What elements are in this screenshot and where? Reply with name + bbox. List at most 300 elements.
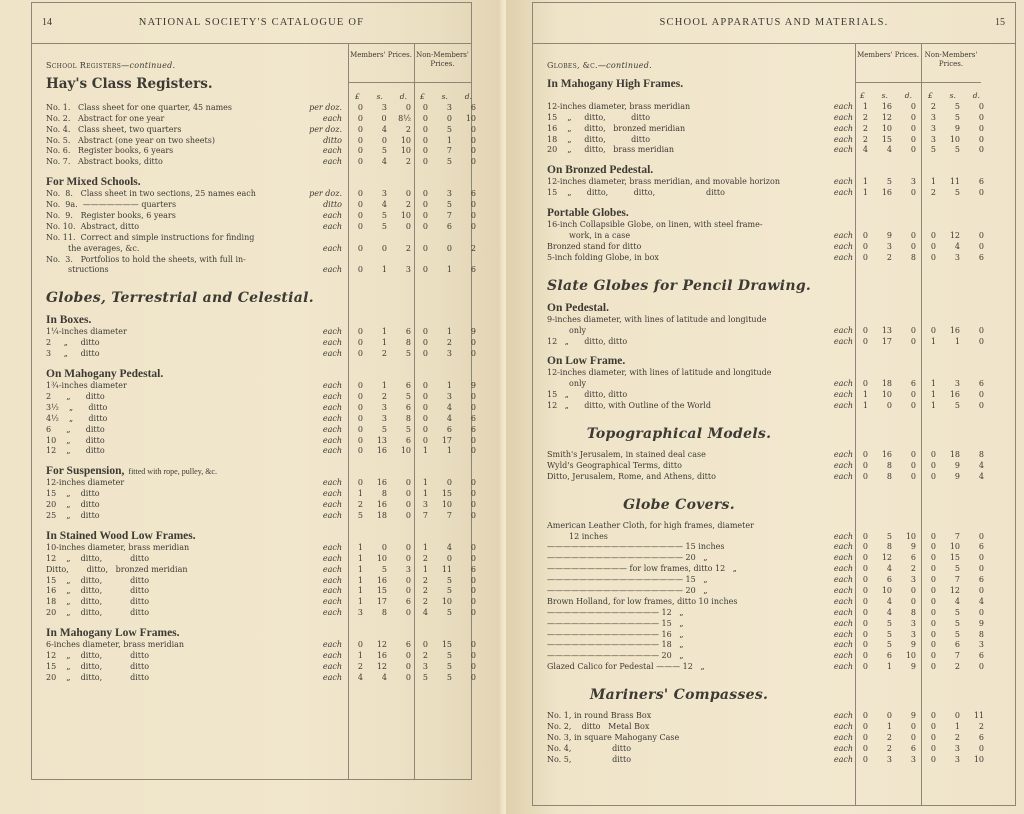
pence: 8½ bbox=[398, 113, 411, 123]
item-description: 10 „ ditto bbox=[46, 435, 105, 445]
item-description: 12 „ ditto, ditto bbox=[46, 650, 150, 660]
item-description: No. 1, in round Brass Box bbox=[547, 711, 652, 721]
pence: 0 bbox=[470, 402, 476, 412]
price-list-row bbox=[46, 113, 476, 125]
pounds: 0 bbox=[862, 662, 868, 672]
pounds: 0 bbox=[862, 575, 868, 585]
pounds: 1 bbox=[422, 564, 428, 574]
pounds: 0 bbox=[862, 542, 868, 552]
pounds: 0 bbox=[422, 157, 428, 167]
nonmembers-price bbox=[416, 125, 476, 136]
pounds: 0 bbox=[862, 607, 868, 617]
shillings: 17 bbox=[376, 597, 387, 607]
item-description-continued: only bbox=[569, 325, 587, 335]
pounds: 1 bbox=[930, 401, 936, 411]
shillings: 15 bbox=[881, 134, 892, 144]
section-heading bbox=[46, 368, 314, 380]
nonmembers-price bbox=[924, 337, 984, 348]
item-description: —————————————— 18 „ bbox=[547, 640, 684, 650]
nonmembers-price bbox=[416, 662, 476, 673]
pounds: 1 bbox=[930, 379, 936, 389]
pounds: 1 bbox=[357, 575, 363, 585]
pence: 10 bbox=[973, 754, 984, 764]
pounds: 0 bbox=[357, 102, 363, 112]
pounds: 7 bbox=[422, 510, 428, 520]
item-description: —————————————— 12 „ bbox=[547, 607, 684, 617]
pence: 2 bbox=[405, 200, 411, 210]
shillings: 18 bbox=[376, 510, 387, 520]
price-unit: per doz. bbox=[309, 124, 342, 134]
shillings: 2 bbox=[954, 662, 960, 672]
shillings: 5 bbox=[446, 575, 452, 585]
pounds: 0 bbox=[357, 327, 363, 337]
price-unit: each bbox=[833, 732, 853, 742]
pence: 0 bbox=[470, 135, 476, 145]
pounds: 0 bbox=[862, 471, 868, 481]
shillings: 9 bbox=[954, 471, 960, 481]
price-list-row bbox=[46, 564, 476, 576]
members-price bbox=[351, 146, 411, 157]
pounds: 3 bbox=[422, 661, 428, 671]
nonmembers-price bbox=[416, 381, 476, 392]
item-description: No. 11. Correct and simple instructions for finding bbox=[46, 232, 255, 242]
shillings: 0 bbox=[381, 542, 387, 552]
price-unit: each bbox=[833, 629, 853, 639]
nonmembers-price bbox=[924, 188, 984, 199]
pence: 0 bbox=[405, 575, 411, 585]
pence: 0 bbox=[405, 102, 411, 112]
shillings: 5 bbox=[886, 531, 892, 541]
shillings: 5 bbox=[381, 424, 387, 434]
shillings: 5 bbox=[381, 146, 387, 156]
currency-unit: s. bbox=[376, 92, 383, 101]
price-list-row bbox=[46, 542, 476, 554]
price-list-row bbox=[46, 478, 476, 489]
nonmembers-price bbox=[416, 489, 476, 500]
pence: 6 bbox=[405, 381, 411, 391]
nonmembers-price bbox=[924, 630, 984, 641]
pounds: 1 bbox=[862, 188, 868, 198]
price-list-row bbox=[46, 135, 476, 147]
pence: 0 bbox=[405, 608, 411, 618]
price-unit: each bbox=[833, 607, 853, 617]
pence: 0 bbox=[910, 390, 916, 400]
pence: 0 bbox=[405, 500, 411, 510]
pounds: 0 bbox=[422, 327, 428, 337]
pence: 0 bbox=[910, 722, 916, 732]
nonmembers-price bbox=[924, 124, 984, 135]
shillings: 8 bbox=[886, 471, 892, 481]
members-price bbox=[856, 231, 916, 242]
pence: 6 bbox=[978, 542, 984, 552]
running-head-title: SCHOOL APPARATUS AND MATERIALS. bbox=[659, 17, 889, 28]
shillings: 5 bbox=[381, 211, 387, 221]
pounds: 0 bbox=[422, 413, 428, 423]
price-unit: each bbox=[833, 123, 853, 133]
price-list-row bbox=[46, 338, 476, 349]
shillings: 3 bbox=[886, 754, 892, 764]
pence: 0 bbox=[470, 672, 476, 682]
members-prices-header: Members' Prices. bbox=[350, 51, 412, 59]
shillings: 5 bbox=[446, 157, 452, 167]
item-description: —————————— for low frames, ditto 12 „ bbox=[547, 564, 737, 574]
pounds: 0 bbox=[357, 221, 363, 231]
section-heading bbox=[46, 290, 314, 306]
members-price bbox=[856, 135, 916, 146]
shillings: 6 bbox=[954, 640, 960, 650]
pence: 0 bbox=[910, 449, 916, 459]
price-list-row bbox=[547, 368, 984, 390]
item-description: Brown Holland, for low frames, ditto 10 inches bbox=[547, 596, 738, 606]
shillings: 18 bbox=[949, 449, 960, 459]
shillings: 0 bbox=[381, 135, 387, 145]
item-description: No. 4, ditto bbox=[547, 743, 632, 753]
price-unit: each bbox=[322, 489, 342, 499]
pounds: 2 bbox=[930, 188, 936, 198]
shillings: 16 bbox=[376, 478, 387, 488]
members-price bbox=[351, 436, 411, 447]
members-price bbox=[856, 640, 916, 651]
shillings: 0 bbox=[446, 243, 452, 253]
price-list-row bbox=[46, 211, 476, 222]
pence: 2 bbox=[910, 564, 916, 574]
price-unit: each bbox=[322, 221, 342, 231]
price-list-row bbox=[46, 489, 476, 500]
pence: 0 bbox=[978, 325, 984, 335]
item-description: 15 „ ditto, ditto bbox=[547, 112, 651, 122]
price-list-row bbox=[46, 597, 476, 608]
section-title: In Mahogany High Frames. bbox=[547, 78, 684, 90]
nonmembers-price bbox=[924, 640, 984, 651]
pence: 6 bbox=[470, 102, 476, 112]
members-price bbox=[856, 662, 916, 673]
price-list-row bbox=[547, 586, 984, 597]
header-rule bbox=[32, 43, 471, 44]
pounds: 0 bbox=[422, 102, 428, 112]
section-heading bbox=[547, 302, 811, 314]
item-description-continued: 12 inches bbox=[569, 531, 608, 541]
nonmembers-price bbox=[416, 511, 476, 522]
pence: 5 bbox=[405, 391, 411, 401]
pounds: 0 bbox=[930, 711, 936, 721]
pounds: 1 bbox=[357, 553, 363, 563]
nonmembers-price bbox=[416, 500, 476, 511]
pence: 0 bbox=[978, 188, 984, 198]
price-list-row bbox=[547, 618, 984, 630]
section-heading bbox=[46, 76, 314, 92]
members-price bbox=[351, 414, 411, 425]
item-description: —————————————— 20 „ bbox=[547, 651, 684, 661]
price-unit: each bbox=[322, 500, 342, 510]
price-list-row bbox=[46, 327, 476, 338]
pounds: 0 bbox=[862, 241, 868, 251]
members-price bbox=[351, 640, 411, 651]
shillings: 5 bbox=[954, 112, 960, 122]
right-page bbox=[506, 0, 1024, 814]
shillings: 3 bbox=[381, 413, 387, 423]
price-unit: each bbox=[322, 586, 342, 596]
price-unit: each bbox=[833, 325, 853, 335]
pounds: 1 bbox=[930, 336, 936, 346]
pounds: 0 bbox=[862, 460, 868, 470]
pounds: 0 bbox=[422, 113, 428, 123]
members-price bbox=[856, 124, 916, 135]
nonmembers-price bbox=[924, 113, 984, 124]
pence: 6 bbox=[910, 379, 916, 389]
pounds: 0 bbox=[422, 243, 428, 253]
shillings: 2 bbox=[886, 732, 892, 742]
nonmembers-price bbox=[416, 200, 476, 211]
price-unit: each bbox=[322, 672, 342, 682]
shillings: 5 bbox=[886, 177, 892, 187]
item-description: 18 „ ditto, ditto bbox=[547, 134, 651, 144]
pounds: 3 bbox=[422, 500, 428, 510]
price-unit: each bbox=[322, 327, 342, 337]
item-description: 15 „ ditto bbox=[46, 489, 100, 499]
pounds: 0 bbox=[357, 338, 363, 348]
price-unit: each bbox=[833, 471, 853, 481]
pounds: 1 bbox=[930, 390, 936, 400]
section-heading bbox=[547, 164, 811, 176]
price-unit: each bbox=[833, 531, 853, 541]
shillings: 5 bbox=[446, 124, 452, 134]
pence: 3 bbox=[978, 640, 984, 650]
shillings: 8 bbox=[886, 542, 892, 552]
pounds: 2 bbox=[357, 500, 363, 510]
pence: 0 bbox=[470, 478, 476, 488]
price-unit: each bbox=[833, 542, 853, 552]
shillings: 6 bbox=[886, 575, 892, 585]
pence: 10 bbox=[905, 531, 916, 541]
price-list-row bbox=[547, 460, 984, 472]
section-heading bbox=[547, 497, 811, 513]
section-title: On Pedestal. bbox=[547, 301, 609, 314]
nonmembers-price bbox=[416, 157, 476, 168]
pence: 6 bbox=[978, 252, 984, 262]
price-unit: each bbox=[833, 101, 853, 111]
pounds: 0 bbox=[357, 265, 363, 275]
pence: 9 bbox=[470, 381, 476, 391]
members-price bbox=[856, 102, 916, 113]
price-unit: each bbox=[322, 381, 342, 391]
nonmembers-price bbox=[416, 640, 476, 651]
pence: 0 bbox=[470, 200, 476, 210]
members-column-divider bbox=[348, 43, 349, 779]
members-price bbox=[856, 619, 916, 630]
price-list-row bbox=[547, 732, 984, 744]
nonmembers-price bbox=[924, 722, 984, 733]
shillings: 6 bbox=[446, 221, 452, 231]
shillings: 0 bbox=[954, 711, 960, 721]
members-price bbox=[856, 553, 916, 564]
item-description: Glazed Calico for Pedestal ——— 12 „ bbox=[547, 662, 705, 672]
pounds: 3 bbox=[930, 112, 936, 122]
price-list-row bbox=[547, 188, 984, 199]
price-unit: each bbox=[322, 211, 342, 221]
pounds: 0 bbox=[422, 200, 428, 210]
pence: 0 bbox=[405, 478, 411, 488]
price-unit: each bbox=[322, 575, 342, 585]
item-description: 12-inches diameter, brass meridian, and movable horizon bbox=[547, 177, 780, 187]
shillings: 1 bbox=[446, 327, 452, 337]
price-unit: each bbox=[833, 640, 853, 650]
nonmembers-price bbox=[416, 554, 476, 565]
pence: 0 bbox=[910, 596, 916, 606]
shillings: 5 bbox=[446, 650, 452, 660]
members-price bbox=[351, 136, 411, 147]
pounds: 0 bbox=[930, 596, 936, 606]
pence: 0 bbox=[910, 460, 916, 470]
column-header-rule bbox=[348, 82, 471, 83]
pounds: 0 bbox=[862, 754, 868, 764]
pounds: 0 bbox=[862, 586, 868, 595]
members-price bbox=[351, 189, 411, 200]
pounds: 0 bbox=[357, 640, 363, 650]
shillings: 4 bbox=[886, 564, 892, 574]
price-list-row bbox=[547, 134, 984, 146]
pence: 6 bbox=[405, 402, 411, 412]
members-price bbox=[351, 500, 411, 511]
price-list-row bbox=[46, 349, 476, 360]
item-description: 12-inches diameter, with lines of latitude and longitude bbox=[547, 368, 772, 378]
shillings: 17 bbox=[881, 336, 892, 346]
pounds: 0 bbox=[930, 471, 936, 481]
nonmembers-price bbox=[924, 733, 984, 744]
section-heading bbox=[46, 176, 314, 188]
shillings: 12 bbox=[949, 231, 960, 241]
shillings: 15 bbox=[949, 553, 960, 563]
shillings: 0 bbox=[446, 113, 452, 123]
shillings: 2 bbox=[886, 252, 892, 262]
pounds: 4 bbox=[357, 672, 363, 682]
nonmembers-price bbox=[924, 461, 984, 472]
pounds: 0 bbox=[930, 618, 936, 628]
members-price bbox=[351, 125, 411, 136]
currency-unit: d. bbox=[972, 91, 980, 100]
section-heading bbox=[547, 278, 811, 294]
members-price bbox=[351, 651, 411, 662]
shillings: 4 bbox=[446, 402, 452, 412]
pounds: 0 bbox=[930, 553, 936, 563]
pounds: 5 bbox=[422, 672, 428, 682]
item-description: 12 „ ditto, ditto bbox=[46, 553, 150, 563]
pounds: 0 bbox=[930, 586, 936, 595]
item-description: 25 „ ditto bbox=[46, 510, 100, 520]
price-unit: each bbox=[322, 338, 342, 348]
pence: 8 bbox=[910, 252, 916, 262]
pounds: 0 bbox=[357, 189, 363, 199]
pounds: 1 bbox=[862, 101, 868, 111]
price-unit: each bbox=[833, 553, 853, 563]
pence: 0 bbox=[405, 510, 411, 520]
pence: 0 bbox=[910, 586, 916, 595]
pence: 0 bbox=[978, 390, 984, 400]
pounds: 0 bbox=[930, 651, 936, 661]
pounds: 0 bbox=[930, 754, 936, 764]
pounds: 0 bbox=[422, 640, 428, 650]
price-unit: each bbox=[833, 460, 853, 470]
column-header-rule bbox=[855, 82, 981, 83]
nonmembers-price bbox=[924, 755, 984, 766]
pence: 3 bbox=[910, 754, 916, 764]
pence: 4 bbox=[978, 460, 984, 470]
shillings: 4 bbox=[381, 157, 387, 167]
nonmembers-price bbox=[924, 608, 984, 619]
pence: 6 bbox=[470, 189, 476, 199]
nonmembers-price bbox=[924, 145, 984, 156]
price-unit: ditto bbox=[323, 200, 342, 210]
left-page-body bbox=[46, 61, 476, 684]
members-price bbox=[351, 327, 411, 338]
pounds: 3 bbox=[357, 608, 363, 618]
item-description: 12 „ ditto, with Outline of the World bbox=[547, 401, 711, 411]
pence: 0 bbox=[470, 640, 476, 650]
price-list-row bbox=[547, 711, 984, 722]
item-description: 1¾-inches diameter bbox=[46, 381, 127, 391]
nonmembers-price bbox=[416, 586, 476, 597]
item-description: Wyld's Geographical Terms, ditto bbox=[547, 460, 682, 470]
members-price bbox=[351, 338, 411, 349]
members-lsd-units bbox=[860, 91, 912, 102]
nonmembers-price bbox=[416, 565, 476, 576]
item-description: 16 „ ditto, bronzed meridian bbox=[547, 123, 686, 133]
shillings: 2 bbox=[381, 391, 387, 401]
pence: 0 bbox=[910, 134, 916, 144]
price-unit: each bbox=[322, 413, 342, 423]
item-description: 12-inches diameter, brass meridian bbox=[547, 101, 691, 111]
nonmembers-price bbox=[416, 446, 476, 457]
shillings: 4 bbox=[886, 145, 892, 155]
item-description: —————————————— 16 „ bbox=[547, 629, 684, 639]
price-list-row bbox=[547, 101, 984, 113]
pence: 0 bbox=[405, 542, 411, 552]
pounds: 2 bbox=[357, 661, 363, 671]
pence: 9 bbox=[910, 711, 916, 721]
pence: 2 bbox=[405, 157, 411, 167]
members-price bbox=[856, 586, 916, 597]
pounds: 1 bbox=[422, 478, 428, 488]
section-title: Portable Globes. bbox=[547, 207, 629, 220]
pence: 3 bbox=[910, 629, 916, 639]
pence: 2 bbox=[978, 722, 984, 732]
shillings: 5 bbox=[446, 586, 452, 596]
item-description: No. 8. Class sheet in two sections, 25 names each bbox=[46, 189, 256, 199]
item-description: 12 „ ditto, ditto bbox=[547, 336, 628, 346]
price-unit: each bbox=[322, 542, 342, 552]
item-description: No. 2, ditto Metal Box bbox=[547, 722, 650, 732]
shillings: 4 bbox=[886, 607, 892, 617]
shillings: 5 bbox=[886, 618, 892, 628]
shillings: 11 bbox=[949, 177, 960, 187]
pounds: 0 bbox=[930, 325, 936, 335]
nonmembers-price bbox=[924, 450, 984, 461]
price-list-row bbox=[547, 651, 984, 662]
pence: 0 bbox=[910, 145, 916, 155]
pounds: 0 bbox=[930, 542, 936, 552]
shillings: 11 bbox=[441, 564, 452, 574]
pence: 0 bbox=[910, 112, 916, 122]
price-list-row bbox=[46, 435, 476, 447]
pence: 6 bbox=[910, 743, 916, 753]
item-description: No. 2. Abstract for one year bbox=[46, 113, 165, 123]
pounds: 4 bbox=[862, 145, 868, 155]
pounds: 1 bbox=[930, 177, 936, 187]
shillings: 5 bbox=[381, 564, 387, 574]
price-list-row bbox=[46, 381, 476, 392]
price-unit: each bbox=[322, 553, 342, 563]
members-price bbox=[856, 379, 916, 390]
shillings: 2 bbox=[886, 743, 892, 753]
